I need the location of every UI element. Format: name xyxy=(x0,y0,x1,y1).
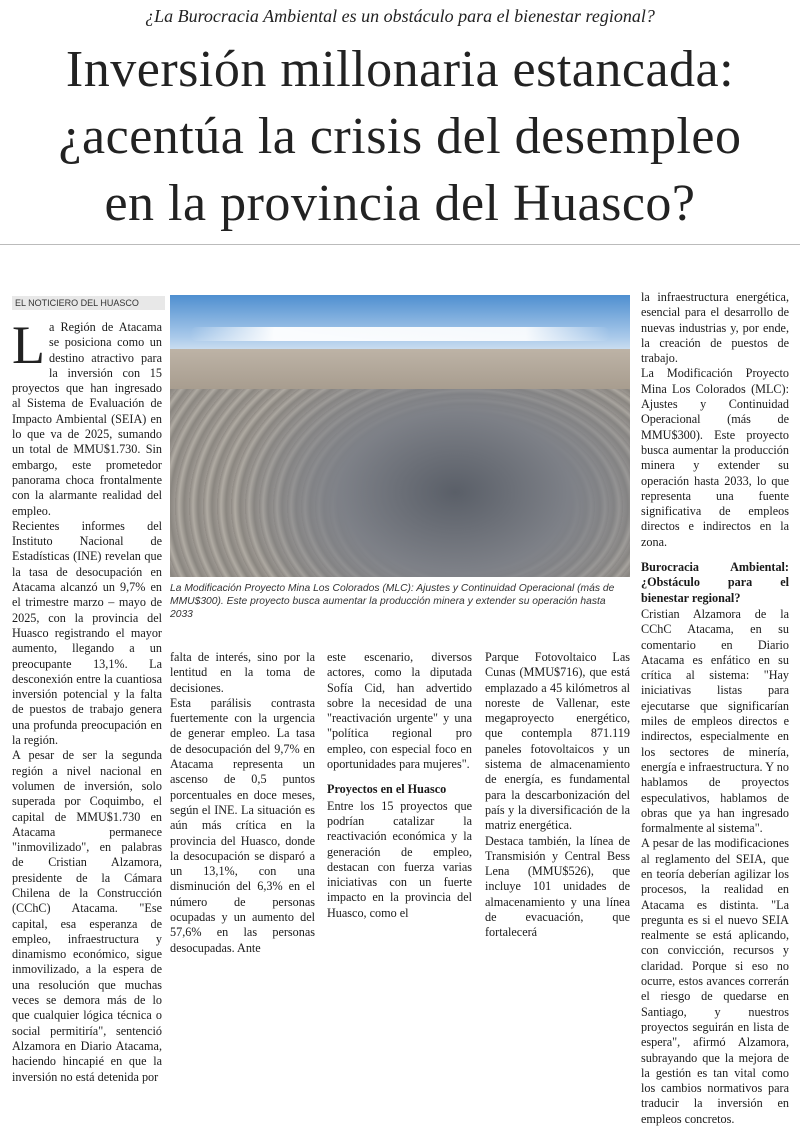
mine-photo xyxy=(170,295,630,577)
section-subheading: Proyectos en el Huasco xyxy=(327,782,447,797)
section-subheading: Burocracia Ambiental: ¿Obstáculo para el bienestar regional? xyxy=(641,560,789,605)
paragraph: Esta parálisis contrasta fuertemente con la urgencia de generar empleo. La tasa de desocupación del 9,7% en Atacama representa un ascenso de 0,5 puntos porcentuales en doce meses, según el INE. La situación es aún más crítica en la provincia del Huasco, donde la desocupación se disparó a un 13,1%, con una disminución del 6,3% en el número de personas ocupadas y un aumento del 57,6% en las personas desocupadas. Ante xyxy=(170,695,315,955)
photo-sky xyxy=(170,295,630,355)
photo-hills xyxy=(170,349,630,389)
headline-line-1: Inversión millonaria estancada: xyxy=(65,41,735,98)
article-column-5 xyxy=(641,290,789,1127)
paragraph: A pesar de las modificaciones al reglamento del SEIA, que en teoría deberían agilizar los procesos, la realidad en Atacama es distinta. "La pregunta es si el nuevo SEIA realmente se está aplicando, con convicción, recursos y claridad. Porque si eso no ocurre, estos avances correrán el riesgo de quedarse en Santiago, y nuestros proyectos seguirán en lista de espera", afirmó Alzamora, subrayando que la mejora de la gestión es tan vital como los cambios normativos para traducir la inversión en empleos concretos. xyxy=(641,836,789,1126)
headline-divider xyxy=(0,244,800,245)
paragraph: falta de interés, sino por la lentitud en la toma de decisiones. xyxy=(170,650,315,695)
paragraph: Destaca también, la línea de Transmisión y Central Bess Lena (MMU$526), que incluye 101 unidades de almacenamiento y una línea de evacuación, que fortalecerá xyxy=(485,833,630,940)
outlet-label: EL NOTICIERO DEL HUASCO xyxy=(12,296,165,310)
article-headline xyxy=(0,36,800,237)
article-column-3 xyxy=(327,650,472,921)
headline-line-2: ¿acentúa la crisis del desempleo xyxy=(58,108,742,165)
paragraph: Cristian Alzamora de la CChC Atacama, en su comentario en Diario Atacama es enfático en su crítica al sistema: "Hay iniciativas listas para ejecutarse que significarían miles de empleos directos e indirectos, especialmente en los sectores de minería, energía e infraestructura. Y no hablamos de proyectos especulativos, hablamos de obras que ya han ingresado formalmente al sistema". xyxy=(641,606,789,836)
article-column-2 xyxy=(170,650,315,956)
paragraph-text: a Región de Atacama se posiciona como un destino atractivo para la inversión con 15 proyectos que han ingresado al Sistema de Evaluación de Impacto Ambiental (SEIA) en lo que va de 2025, sumando un total de MMU$1.730. Sin embargo, este prometedor panorama choca frontalmente con la alarmante realidad del empleo. xyxy=(12,320,162,518)
photo-cloud xyxy=(190,327,610,341)
paragraph: La Modificación Proyecto Mina Los Colorados (MLC): Ajustes y Continuidad Operacional (más de MMU$300). Este proyecto busca aumentar la producción minera y extender su operación hasta 2033, lo que representa una fuente significativa de empleos directos e indirectos en la zona. xyxy=(641,366,789,549)
article-column-1 xyxy=(12,315,162,1085)
paragraph: Recientes informes del Instituto Nacional de Estadísticas (INE) revelan que la tasa de desocupación en Atacama alcanzó un 9,7% en el trimestre marzo – mayo de 2025, con la provincia del Huasco registrando el mayor aumento, llegando a un preocupante 13,1%. La desconexión entre la cuantiosa inversión potencial y la falta de puestos de trabajo genera una profunda preocupación en la región. xyxy=(12,518,162,748)
article-column-4 xyxy=(485,650,630,941)
drop-cap: L xyxy=(12,315,45,375)
paragraph: A pesar de ser la segunda región a nivel nacional en volumen de inversión, solo superada por Coquimbo, el capital de MMU$1.730 en Atacama permanece "inmovilizado", en palabras de Cristian Alzamora, presidente de la Cámara Chilena de la Construcción (CChC) Atacama. "Ese capital, esa esperanza de empleo, infraestructura y dinamismo económico, sigue inmovilizado, a la espera de una resolución que muchas veces se demora más de lo que cualquier lógica técnica o social permitiría", sentenció Alzamora en Diario Atacama, haciendo hincapié en que la inversión no está detenida por xyxy=(12,748,162,1084)
article-kicker: ¿La Burocracia Ambiental es un obstáculo para el bienestar regional? xyxy=(145,6,655,26)
paragraph: este escenario, diversos actores, como la diputada Sofía Cid, han advertido sobre la necesidad de una "reactivación urgente" y una "política regional pro empleo, con especial foco en oportunidades para mujeres". xyxy=(327,650,472,772)
intro-paragraph xyxy=(12,315,162,519)
photo-caption: La Modificación Proyecto Mina Los Colorados (MLC): Ajustes y Continuidad Operacional (más de MMU$300). Este proyecto busca aumentar la producción minera y extender su operación hasta 2033 xyxy=(170,583,615,620)
paragraph: Entre los 15 proyectos que podrían catalizar la reactivación económica y la generación de empleo, destacan con fuerza varias iniciativas con un fuerte impacto en la provincia del Huasco, como el xyxy=(327,798,472,920)
paragraph: la infraestructura energética, esencial para el desarrollo de nuevas industrias y, por ende, la creación de puestos de trabajo. xyxy=(641,290,789,366)
paragraph: Parque Fotovoltaico Las Cunas (MMU$716), que está emplazado a 45 kilómetros al noreste de Vallenar, este megaproyecto energético, que contempla 871.119 paneles fotovoltaicos y un sistema de almacenamiento de energía, es fundamental para la descarbonización del país y la diversificación de la matriz energética. xyxy=(485,650,630,833)
headline-line-3: en la provincia del Huasco? xyxy=(104,175,696,232)
